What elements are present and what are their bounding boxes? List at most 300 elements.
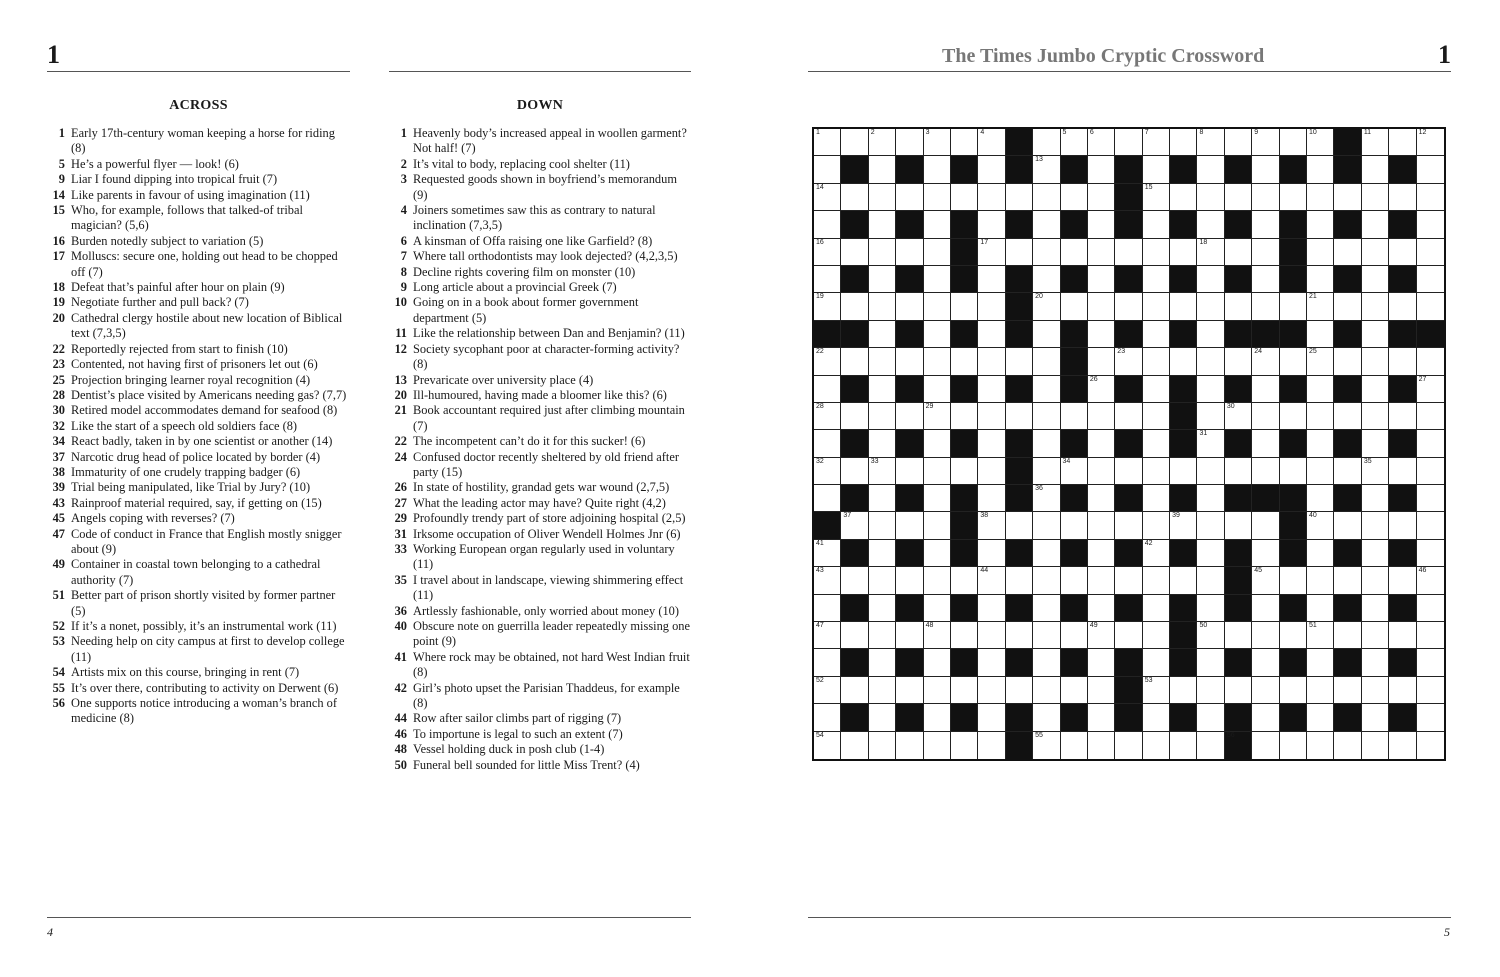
grid-cell[interactable]	[951, 622, 978, 649]
grid-cell[interactable]	[1143, 211, 1170, 238]
grid-cell[interactable]	[814, 430, 841, 457]
grid-cell[interactable]	[1307, 485, 1334, 512]
grid-cell[interactable]	[978, 321, 1005, 348]
grid-cell[interactable]	[1252, 184, 1279, 211]
grid-cell[interactable]	[1197, 376, 1224, 403]
grid-cell[interactable]	[1115, 567, 1142, 594]
grid-cell[interactable]	[1417, 704, 1444, 731]
grid-cell[interactable]	[1088, 348, 1115, 375]
grid-cell[interactable]	[1197, 595, 1224, 622]
grid-cell[interactable]	[1362, 376, 1389, 403]
grid-cell[interactable]	[978, 266, 1005, 293]
grid-cell[interactable]	[1088, 156, 1115, 183]
grid-cell[interactable]	[1143, 458, 1170, 485]
grid-cell[interactable]	[1225, 458, 1252, 485]
grid-cell[interactable]	[1417, 622, 1444, 649]
grid-cell[interactable]	[1417, 156, 1444, 183]
grid-cell[interactable]	[1197, 622, 1224, 649]
grid-cell[interactable]	[1334, 348, 1361, 375]
grid-cell[interactable]	[951, 184, 978, 211]
grid-cell[interactable]	[1061, 567, 1088, 594]
grid-cell[interactable]	[1252, 211, 1279, 238]
grid-cell[interactable]	[1362, 595, 1389, 622]
grid-cell[interactable]	[1334, 567, 1361, 594]
grid-cell[interactable]	[924, 129, 951, 156]
grid-cell[interactable]	[896, 622, 923, 649]
grid-cell[interactable]	[869, 704, 896, 731]
grid-cell[interactable]	[924, 348, 951, 375]
grid-cell[interactable]	[869, 211, 896, 238]
grid-cell[interactable]	[1088, 732, 1115, 759]
grid-cell[interactable]	[1115, 348, 1142, 375]
grid-cell[interactable]	[1197, 485, 1224, 512]
grid-cell[interactable]	[978, 129, 1005, 156]
grid-cell[interactable]	[1033, 403, 1060, 430]
grid-cell[interactable]	[924, 512, 951, 539]
grid-cell[interactable]	[1115, 239, 1142, 266]
grid-cell[interactable]	[1143, 485, 1170, 512]
grid-cell[interactable]	[1115, 129, 1142, 156]
grid-cell[interactable]	[841, 567, 868, 594]
grid-cell[interactable]	[869, 512, 896, 539]
grid-cell[interactable]	[1033, 430, 1060, 457]
grid-cell[interactable]	[1088, 184, 1115, 211]
grid-cell[interactable]	[814, 293, 841, 320]
grid-cell[interactable]	[1389, 677, 1416, 704]
grid-cell[interactable]	[1252, 595, 1279, 622]
grid-cell[interactable]	[951, 732, 978, 759]
grid-cell[interactable]	[896, 512, 923, 539]
grid-cell[interactable]	[1389, 732, 1416, 759]
grid-cell[interactable]	[1033, 704, 1060, 731]
grid-cell[interactable]	[814, 622, 841, 649]
grid-cell[interactable]	[896, 458, 923, 485]
grid-cell[interactable]	[1088, 376, 1115, 403]
grid-cell[interactable]	[1362, 485, 1389, 512]
grid-cell[interactable]	[1280, 567, 1307, 594]
grid-cell[interactable]	[1252, 266, 1279, 293]
grid-cell[interactable]	[841, 129, 868, 156]
grid-cell[interactable]	[1143, 293, 1170, 320]
grid-cell[interactable]	[1197, 156, 1224, 183]
grid-cell[interactable]	[869, 567, 896, 594]
grid-cell[interactable]	[1115, 403, 1142, 430]
grid-cell[interactable]	[1197, 129, 1224, 156]
grid-cell[interactable]	[869, 677, 896, 704]
grid-cell[interactable]	[1143, 430, 1170, 457]
grid-cell[interactable]	[814, 540, 841, 567]
grid-cell[interactable]	[1088, 512, 1115, 539]
grid-cell[interactable]	[1417, 540, 1444, 567]
grid-cell[interactable]	[1088, 567, 1115, 594]
grid-cell[interactable]	[1362, 211, 1389, 238]
grid-cell[interactable]	[1143, 677, 1170, 704]
grid-cell[interactable]	[1362, 156, 1389, 183]
grid-cell[interactable]	[1307, 129, 1334, 156]
grid-cell[interactable]	[869, 595, 896, 622]
grid-cell[interactable]	[1033, 458, 1060, 485]
grid-cell[interactable]	[978, 348, 1005, 375]
grid-cell[interactable]	[1143, 704, 1170, 731]
grid-cell[interactable]	[1115, 512, 1142, 539]
grid-cell[interactable]	[1115, 458, 1142, 485]
grid-cell[interactable]	[1061, 677, 1088, 704]
grid-cell[interactable]	[951, 348, 978, 375]
grid-cell[interactable]	[1417, 485, 1444, 512]
grid-cell[interactable]	[1170, 129, 1197, 156]
grid-cell[interactable]	[924, 567, 951, 594]
grid-cell[interactable]	[1033, 184, 1060, 211]
grid-cell[interactable]	[1334, 512, 1361, 539]
grid-cell[interactable]	[1033, 129, 1060, 156]
grid-cell[interactable]	[1197, 649, 1224, 676]
grid-cell[interactable]	[1389, 129, 1416, 156]
grid-cell[interactable]	[1307, 567, 1334, 594]
grid-cell[interactable]	[1334, 677, 1361, 704]
grid-cell[interactable]	[1088, 458, 1115, 485]
grid-cell[interactable]	[814, 595, 841, 622]
grid-cell[interactable]	[1088, 266, 1115, 293]
grid-cell[interactable]	[924, 293, 951, 320]
grid-cell[interactable]	[814, 649, 841, 676]
grid-cell[interactable]	[1417, 677, 1444, 704]
grid-cell[interactable]	[869, 129, 896, 156]
grid-cell[interactable]	[1033, 239, 1060, 266]
grid-cell[interactable]	[1307, 622, 1334, 649]
grid-cell[interactable]	[1389, 239, 1416, 266]
grid-cell[interactable]	[1033, 677, 1060, 704]
grid-cell[interactable]	[951, 129, 978, 156]
grid-cell[interactable]	[814, 485, 841, 512]
grid-cell[interactable]	[1334, 293, 1361, 320]
grid-cell[interactable]	[1197, 321, 1224, 348]
grid-cell[interactable]	[1006, 184, 1033, 211]
grid-cell[interactable]	[978, 704, 1005, 731]
grid-cell[interactable]	[814, 129, 841, 156]
grid-cell[interactable]	[1061, 403, 1088, 430]
grid-cell[interactable]	[1088, 239, 1115, 266]
grid-cell[interactable]	[869, 485, 896, 512]
grid-cell[interactable]	[1252, 239, 1279, 266]
grid-cell[interactable]	[841, 403, 868, 430]
grid-cell[interactable]	[978, 430, 1005, 457]
grid-cell[interactable]	[1143, 567, 1170, 594]
grid-cell[interactable]	[1389, 184, 1416, 211]
grid-cell[interactable]	[951, 403, 978, 430]
grid-cell[interactable]	[1088, 211, 1115, 238]
grid-cell[interactable]	[1033, 732, 1060, 759]
grid-cell[interactable]	[1389, 348, 1416, 375]
grid-cell[interactable]	[1362, 622, 1389, 649]
grid-cell[interactable]	[869, 376, 896, 403]
grid-cell[interactable]	[1252, 156, 1279, 183]
grid-cell[interactable]	[1362, 458, 1389, 485]
grid-cell[interactable]	[978, 677, 1005, 704]
grid-cell[interactable]	[1280, 184, 1307, 211]
grid-cell[interactable]	[924, 485, 951, 512]
grid-cell[interactable]	[1417, 129, 1444, 156]
grid-cell[interactable]	[1170, 458, 1197, 485]
grid-cell[interactable]	[1307, 156, 1334, 183]
grid-cell[interactable]	[1362, 704, 1389, 731]
grid-cell[interactable]	[1225, 677, 1252, 704]
grid-cell[interactable]	[1307, 293, 1334, 320]
grid-cell[interactable]	[1197, 430, 1224, 457]
grid-cell[interactable]	[924, 156, 951, 183]
grid-cell[interactable]	[978, 732, 1005, 759]
grid-cell[interactable]	[869, 184, 896, 211]
grid-cell[interactable]	[1143, 348, 1170, 375]
grid-cell[interactable]	[1061, 184, 1088, 211]
grid-cell[interactable]	[1225, 348, 1252, 375]
grid-cell[interactable]	[1197, 403, 1224, 430]
grid-cell[interactable]	[814, 704, 841, 731]
grid-cell[interactable]	[1088, 485, 1115, 512]
grid-cell[interactable]	[1197, 293, 1224, 320]
grid-cell[interactable]	[1334, 458, 1361, 485]
grid-cell[interactable]	[924, 211, 951, 238]
grid-cell[interactable]	[924, 458, 951, 485]
grid-cell[interactable]	[1225, 293, 1252, 320]
grid-cell[interactable]	[924, 540, 951, 567]
grid-cell[interactable]	[1307, 540, 1334, 567]
grid-cell[interactable]	[1088, 622, 1115, 649]
grid-cell[interactable]	[814, 567, 841, 594]
grid-cell[interactable]	[841, 677, 868, 704]
grid-cell[interactable]	[1307, 732, 1334, 759]
grid-cell[interactable]	[978, 376, 1005, 403]
grid-cell[interactable]	[1170, 239, 1197, 266]
grid-cell[interactable]	[978, 567, 1005, 594]
grid-cell[interactable]	[896, 348, 923, 375]
grid-cell[interactable]	[924, 595, 951, 622]
grid-cell[interactable]	[1362, 540, 1389, 567]
grid-cell[interactable]	[1143, 184, 1170, 211]
grid-cell[interactable]	[869, 430, 896, 457]
grid-cell[interactable]	[924, 622, 951, 649]
grid-cell[interactable]	[1362, 129, 1389, 156]
grid-cell[interactable]	[1115, 293, 1142, 320]
grid-cell[interactable]	[1280, 293, 1307, 320]
grid-cell[interactable]	[1334, 239, 1361, 266]
grid-cell[interactable]	[1006, 567, 1033, 594]
grid-cell[interactable]	[814, 677, 841, 704]
grid-cell[interactable]	[841, 293, 868, 320]
grid-cell[interactable]	[1417, 458, 1444, 485]
grid-cell[interactable]	[1362, 677, 1389, 704]
grid-cell[interactable]	[1417, 211, 1444, 238]
grid-cell[interactable]	[1362, 239, 1389, 266]
grid-cell[interactable]	[814, 184, 841, 211]
grid-cell[interactable]	[951, 677, 978, 704]
grid-cell[interactable]	[1362, 649, 1389, 676]
grid-cell[interactable]	[1307, 321, 1334, 348]
grid-cell[interactable]	[1307, 348, 1334, 375]
grid-cell[interactable]	[1033, 211, 1060, 238]
grid-cell[interactable]	[1252, 622, 1279, 649]
grid-cell[interactable]	[1033, 376, 1060, 403]
grid-cell[interactable]	[1033, 649, 1060, 676]
grid-cell[interactable]	[1006, 403, 1033, 430]
grid-cell[interactable]	[814, 732, 841, 759]
grid-cell[interactable]	[1006, 622, 1033, 649]
grid-cell[interactable]	[1143, 266, 1170, 293]
grid-cell[interactable]	[1225, 403, 1252, 430]
grid-cell[interactable]	[1362, 732, 1389, 759]
grid-cell[interactable]	[1307, 403, 1334, 430]
grid-cell[interactable]	[841, 512, 868, 539]
grid-cell[interactable]	[1362, 266, 1389, 293]
grid-cell[interactable]	[1170, 293, 1197, 320]
grid-cell[interactable]	[1088, 430, 1115, 457]
grid-cell[interactable]	[1252, 649, 1279, 676]
grid-cell[interactable]	[1362, 348, 1389, 375]
grid-cell[interactable]	[1280, 129, 1307, 156]
grid-cell[interactable]	[1143, 156, 1170, 183]
grid-cell[interactable]	[1389, 403, 1416, 430]
grid-cell[interactable]	[1417, 266, 1444, 293]
grid-cell[interactable]	[1170, 677, 1197, 704]
grid-cell[interactable]	[1197, 704, 1224, 731]
grid-cell[interactable]	[1197, 211, 1224, 238]
grid-cell[interactable]	[1334, 622, 1361, 649]
grid-cell[interactable]	[1143, 732, 1170, 759]
grid-cell[interactable]	[1280, 458, 1307, 485]
grid-cell[interactable]	[951, 293, 978, 320]
grid-cell[interactable]	[1143, 512, 1170, 539]
grid-cell[interactable]	[951, 567, 978, 594]
grid-cell[interactable]	[978, 649, 1005, 676]
grid-cell[interactable]	[869, 732, 896, 759]
grid-cell[interactable]	[978, 540, 1005, 567]
grid-cell[interactable]	[1143, 321, 1170, 348]
grid-cell[interactable]	[869, 649, 896, 676]
grid-cell[interactable]	[1061, 622, 1088, 649]
grid-cell[interactable]	[869, 622, 896, 649]
grid-cell[interactable]	[1143, 649, 1170, 676]
grid-cell[interactable]	[1280, 348, 1307, 375]
grid-cell[interactable]	[896, 567, 923, 594]
grid-cell[interactable]	[1362, 403, 1389, 430]
grid-cell[interactable]	[1225, 239, 1252, 266]
grid-cell[interactable]	[814, 211, 841, 238]
grid-cell[interactable]	[1197, 266, 1224, 293]
grid-cell[interactable]	[1225, 129, 1252, 156]
grid-cell[interactable]	[1170, 348, 1197, 375]
grid-cell[interactable]	[1307, 184, 1334, 211]
grid-cell[interactable]	[1417, 239, 1444, 266]
grid-cell[interactable]	[1389, 622, 1416, 649]
grid-cell[interactable]	[1362, 184, 1389, 211]
grid-cell[interactable]	[896, 239, 923, 266]
grid-cell[interactable]	[1088, 677, 1115, 704]
grid-cell[interactable]	[1061, 293, 1088, 320]
grid-cell[interactable]	[869, 266, 896, 293]
grid-cell[interactable]	[978, 403, 1005, 430]
grid-cell[interactable]	[978, 512, 1005, 539]
grid-cell[interactable]	[1252, 704, 1279, 731]
grid-cell[interactable]	[896, 403, 923, 430]
grid-cell[interactable]	[978, 156, 1005, 183]
grid-cell[interactable]	[1225, 184, 1252, 211]
grid-cell[interactable]	[1307, 239, 1334, 266]
grid-cell[interactable]	[1252, 293, 1279, 320]
grid-cell[interactable]	[1197, 184, 1224, 211]
grid-cell[interactable]	[1033, 156, 1060, 183]
grid-cell[interactable]	[978, 239, 1005, 266]
grid-cell[interactable]	[1389, 512, 1416, 539]
grid-cell[interactable]	[1307, 376, 1334, 403]
grid-cell[interactable]	[1417, 649, 1444, 676]
grid-cell[interactable]	[1252, 677, 1279, 704]
grid-cell[interactable]	[1252, 403, 1279, 430]
grid-cell[interactable]	[1115, 622, 1142, 649]
grid-cell[interactable]	[1088, 540, 1115, 567]
grid-cell[interactable]	[814, 403, 841, 430]
grid-cell[interactable]	[1417, 348, 1444, 375]
grid-cell[interactable]	[1307, 512, 1334, 539]
grid-cell[interactable]	[924, 266, 951, 293]
grid-cell[interactable]	[1417, 430, 1444, 457]
grid-cell[interactable]	[1334, 184, 1361, 211]
grid-cell[interactable]	[1033, 266, 1060, 293]
grid-cell[interactable]	[896, 732, 923, 759]
grid-cell[interactable]	[1417, 567, 1444, 594]
grid-cell[interactable]	[1033, 348, 1060, 375]
grid-cell[interactable]	[1280, 622, 1307, 649]
grid-cell[interactable]	[869, 540, 896, 567]
grid-cell[interactable]	[1417, 512, 1444, 539]
grid-cell[interactable]	[841, 458, 868, 485]
grid-cell[interactable]	[1006, 239, 1033, 266]
grid-cell[interactable]	[1033, 567, 1060, 594]
grid-cell[interactable]	[1061, 732, 1088, 759]
grid-cell[interactable]	[814, 266, 841, 293]
grid-cell[interactable]	[869, 348, 896, 375]
grid-cell[interactable]	[1252, 512, 1279, 539]
grid-cell[interactable]	[978, 211, 1005, 238]
grid-cell[interactable]	[1307, 677, 1334, 704]
grid-cell[interactable]	[1143, 239, 1170, 266]
grid-cell[interactable]	[1252, 567, 1279, 594]
grid-cell[interactable]	[1389, 293, 1416, 320]
grid-cell[interactable]	[1417, 376, 1444, 403]
grid-cell[interactable]	[841, 732, 868, 759]
grid-cell[interactable]	[1417, 732, 1444, 759]
grid-cell[interactable]	[1252, 732, 1279, 759]
grid-cell[interactable]	[869, 156, 896, 183]
grid-cell[interactable]	[1143, 540, 1170, 567]
grid-cell[interactable]	[1088, 595, 1115, 622]
grid-cell[interactable]	[896, 129, 923, 156]
grid-cell[interactable]	[924, 376, 951, 403]
grid-cell[interactable]	[1197, 567, 1224, 594]
grid-cell[interactable]	[869, 321, 896, 348]
grid-cell[interactable]	[1033, 622, 1060, 649]
grid-cell[interactable]	[1280, 732, 1307, 759]
grid-cell[interactable]	[1225, 622, 1252, 649]
grid-cell[interactable]	[1143, 403, 1170, 430]
grid-cell[interactable]	[896, 184, 923, 211]
grid-cell[interactable]	[1417, 293, 1444, 320]
grid-cell[interactable]	[1006, 348, 1033, 375]
grid-cell[interactable]	[1006, 512, 1033, 539]
grid-cell[interactable]	[869, 458, 896, 485]
grid-cell[interactable]	[978, 184, 1005, 211]
grid-cell[interactable]	[1033, 293, 1060, 320]
grid-cell[interactable]	[841, 348, 868, 375]
grid-cell[interactable]	[1088, 321, 1115, 348]
